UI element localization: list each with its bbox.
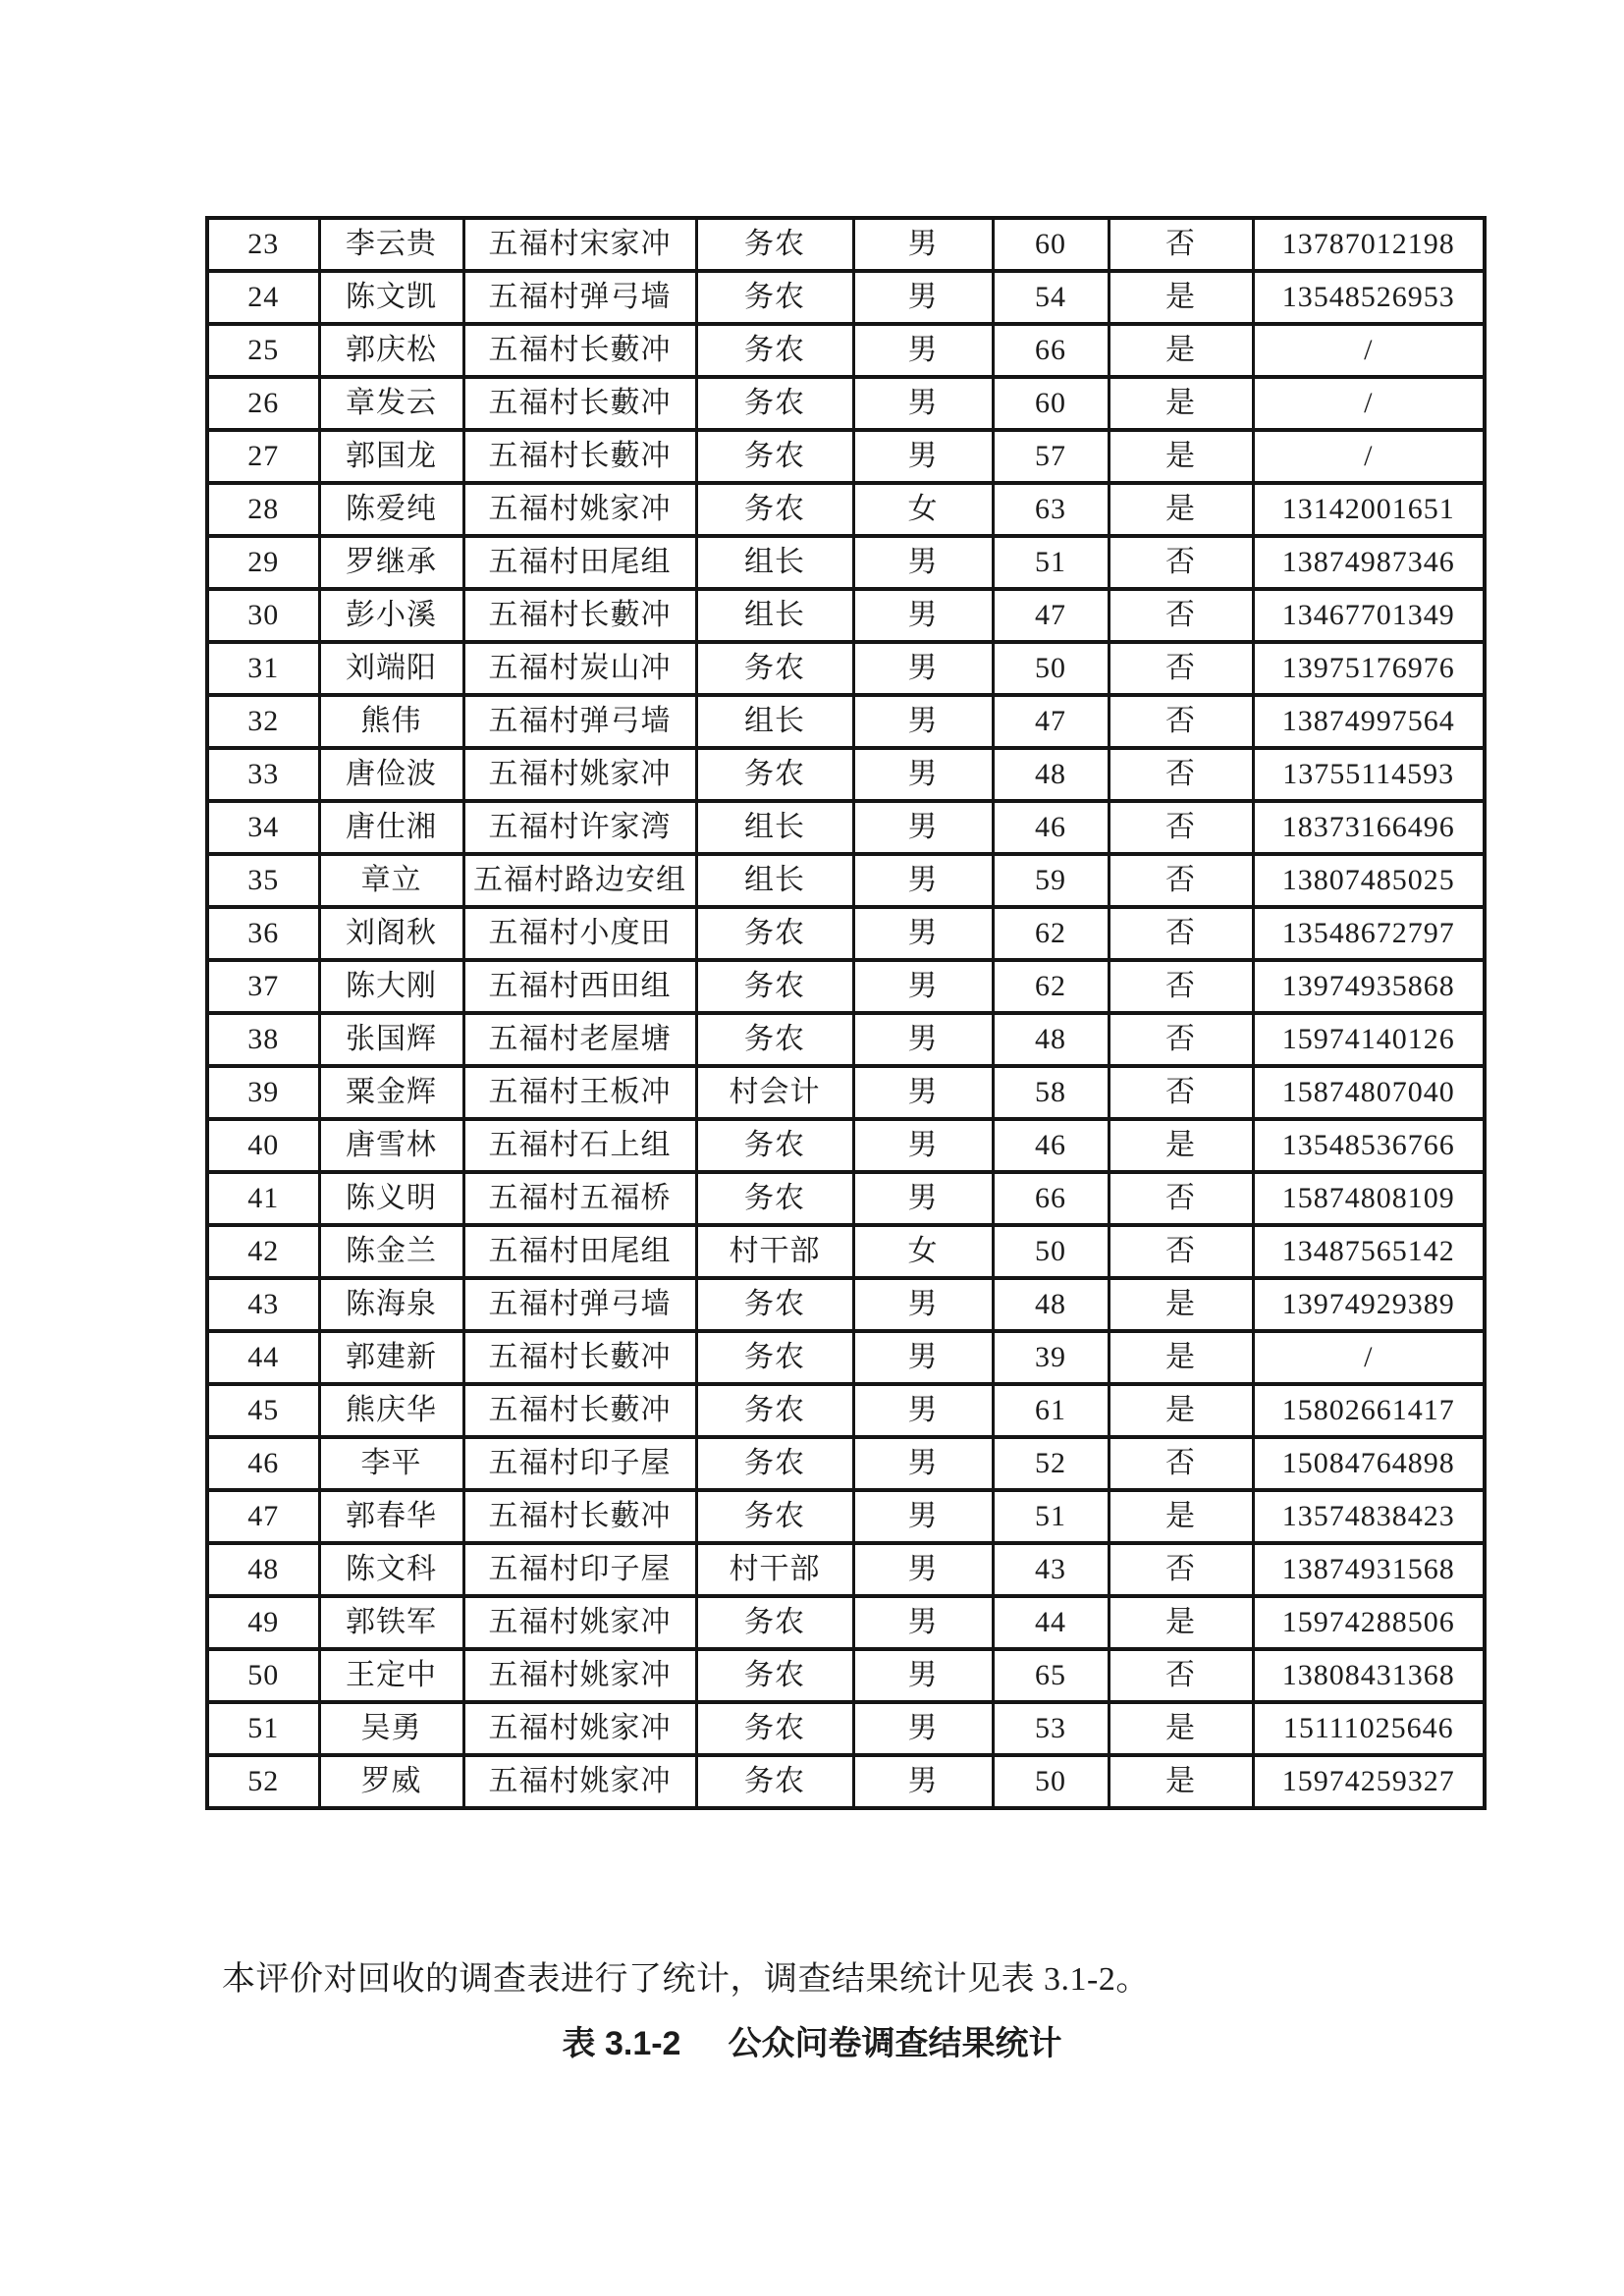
- cell-age: 66: [993, 1172, 1109, 1225]
- cell-age: 58: [993, 1066, 1109, 1119]
- cell-willingness: 否: [1109, 1013, 1253, 1066]
- cell-age: 47: [993, 589, 1109, 642]
- table-row: [207, 1384, 1485, 1437]
- cell-gender: 男: [853, 1384, 993, 1437]
- cell-index: 37: [207, 960, 319, 1013]
- cell-age: 46: [993, 1119, 1109, 1172]
- cell-index: 30: [207, 589, 319, 642]
- cell-index: 43: [207, 1278, 319, 1331]
- cell-gender: 女: [853, 483, 993, 536]
- table-row: [207, 430, 1485, 483]
- table-row: [207, 1490, 1485, 1543]
- cell-gender: 男: [853, 1331, 993, 1384]
- cell-address: 五福村许家湾: [463, 801, 696, 854]
- cell-age: 44: [993, 1596, 1109, 1649]
- cell-age: 62: [993, 960, 1109, 1013]
- cell-age: 51: [993, 536, 1109, 589]
- table-row: [207, 854, 1485, 907]
- cell-gender: 男: [853, 1119, 993, 1172]
- cell-name: 唐雪林: [319, 1119, 463, 1172]
- cell-address: 五福村炭山冲: [463, 642, 696, 695]
- cell-address: 五福村姚家冲: [463, 1596, 696, 1649]
- cell-gender: 男: [853, 695, 993, 748]
- cell-occupation: 组长: [696, 695, 853, 748]
- cell-phone: /: [1253, 430, 1485, 483]
- cell-phone: /: [1253, 1331, 1485, 1384]
- cell-address: 五福村印子屋: [463, 1437, 696, 1490]
- table-row: [207, 642, 1485, 695]
- cell-occupation: 务农: [696, 324, 853, 377]
- cell-phone: 15084764898: [1253, 1437, 1485, 1490]
- cell-age: 53: [993, 1702, 1109, 1755]
- cell-occupation: 务农: [696, 642, 853, 695]
- cell-phone: 18373166496: [1253, 801, 1485, 854]
- cell-willingness: 否: [1109, 695, 1253, 748]
- cell-phone: 13808431368: [1253, 1649, 1485, 1702]
- cell-index: 52: [207, 1755, 319, 1808]
- cell-willingness: 否: [1109, 907, 1253, 960]
- cell-phone: 13807485025: [1253, 854, 1485, 907]
- cell-phone: 13467701349: [1253, 589, 1485, 642]
- cell-gender: 男: [853, 748, 993, 801]
- cell-age: 50: [993, 1225, 1109, 1278]
- cell-willingness: 否: [1109, 1649, 1253, 1702]
- cell-gender: 男: [853, 1437, 993, 1490]
- cell-occupation: 村干部: [696, 1543, 853, 1596]
- table-row: [207, 695, 1485, 748]
- cell-age: 60: [993, 218, 1109, 271]
- cell-age: 66: [993, 324, 1109, 377]
- table-row: [207, 1331, 1485, 1384]
- cell-phone: 13874931568: [1253, 1543, 1485, 1596]
- cell-occupation: 务农: [696, 1649, 853, 1702]
- cell-address: 五福村长藪冲: [463, 1384, 696, 1437]
- cell-age: 52: [993, 1437, 1109, 1490]
- cell-index: 33: [207, 748, 319, 801]
- cell-index: 48: [207, 1543, 319, 1596]
- cell-address: 五福村长藪冲: [463, 377, 696, 430]
- cell-index: 40: [207, 1119, 319, 1172]
- cell-address: 五福村姚家冲: [463, 483, 696, 536]
- cell-age: 48: [993, 748, 1109, 801]
- cell-age: 54: [993, 271, 1109, 324]
- cell-age: 63: [993, 483, 1109, 536]
- cell-name: 郭春华: [319, 1490, 463, 1543]
- cell-willingness: 是: [1109, 271, 1253, 324]
- cell-age: 50: [993, 642, 1109, 695]
- cell-age: 39: [993, 1331, 1109, 1384]
- cell-occupation: 务农: [696, 1013, 853, 1066]
- cell-address: 五福村姚家冲: [463, 1702, 696, 1755]
- cell-occupation: 组长: [696, 536, 853, 589]
- cell-index: 29: [207, 536, 319, 589]
- cell-address: 五福村长藪冲: [463, 1490, 696, 1543]
- cell-gender: 男: [853, 218, 993, 271]
- cell-occupation: 务农: [696, 907, 853, 960]
- cell-willingness: 否: [1109, 589, 1253, 642]
- cell-name: 李云贵: [319, 218, 463, 271]
- statistics-paragraph: 本评价对回收的调查表进行了统计，调查结果统计见表 3.1-2。: [222, 1961, 1150, 1998]
- cell-age: 50: [993, 1755, 1109, 1808]
- cell-phone: 13487565142: [1253, 1225, 1485, 1278]
- cell-phone: 15874808109: [1253, 1172, 1485, 1225]
- cell-address: 五福村西田组: [463, 960, 696, 1013]
- cell-address: 五福村小度田: [463, 907, 696, 960]
- survey-table-body: [207, 218, 1485, 1808]
- table-row: [207, 1543, 1485, 1596]
- cell-willingness: 是: [1109, 1331, 1253, 1384]
- cell-name: 熊伟: [319, 695, 463, 748]
- cell-occupation: 务农: [696, 271, 853, 324]
- cell-gender: 男: [853, 430, 993, 483]
- cell-address: 五福村老屋塘: [463, 1013, 696, 1066]
- cell-willingness: 否: [1109, 801, 1253, 854]
- table-row: [207, 1013, 1485, 1066]
- cell-gender: 男: [853, 907, 993, 960]
- cell-occupation: 务农: [696, 1490, 853, 1543]
- cell-phone: 15974288506: [1253, 1596, 1485, 1649]
- cell-willingness: 否: [1109, 748, 1253, 801]
- cell-phone: 15974140126: [1253, 1013, 1485, 1066]
- cell-index: 50: [207, 1649, 319, 1702]
- cell-occupation: 务农: [696, 1331, 853, 1384]
- cell-willingness: 是: [1109, 1596, 1253, 1649]
- cell-occupation: 务农: [696, 1702, 853, 1755]
- cell-index: 41: [207, 1172, 319, 1225]
- cell-willingness: 否: [1109, 642, 1253, 695]
- cell-address: 五福村弹弓墙: [463, 1278, 696, 1331]
- cell-index: 31: [207, 642, 319, 695]
- cell-phone: 15111025646: [1253, 1702, 1485, 1755]
- cell-phone: 13548526953: [1253, 271, 1485, 324]
- cell-willingness: 是: [1109, 324, 1253, 377]
- cell-index: 32: [207, 695, 319, 748]
- cell-index: 49: [207, 1596, 319, 1649]
- cell-name: 陈文科: [319, 1543, 463, 1596]
- table-row: [207, 536, 1485, 589]
- cell-age: 43: [993, 1543, 1109, 1596]
- table-row: [207, 1596, 1485, 1649]
- cell-gender: 男: [853, 377, 993, 430]
- table-row: [207, 801, 1485, 854]
- cell-willingness: 是: [1109, 377, 1253, 430]
- table-row: [207, 218, 1485, 271]
- cell-age: 60: [993, 377, 1109, 430]
- cell-gender: 男: [853, 642, 993, 695]
- cell-occupation: 务农: [696, 748, 853, 801]
- cell-gender: 男: [853, 1490, 993, 1543]
- cell-gender: 男: [853, 589, 993, 642]
- cell-willingness: 是: [1109, 1119, 1253, 1172]
- cell-phone: 13974929389: [1253, 1278, 1485, 1331]
- cell-name: 陈大刚: [319, 960, 463, 1013]
- cell-name: 吴勇: [319, 1702, 463, 1755]
- cell-occupation: 务农: [696, 1596, 853, 1649]
- cell-index: 47: [207, 1490, 319, 1543]
- cell-age: 57: [993, 430, 1109, 483]
- cell-occupation: 村会计: [696, 1066, 853, 1119]
- cell-gender: 男: [853, 324, 993, 377]
- cell-willingness: 否: [1109, 1066, 1253, 1119]
- cell-gender: 男: [853, 1702, 993, 1755]
- cell-index: 28: [207, 483, 319, 536]
- table-row: [207, 377, 1485, 430]
- cell-age: 51: [993, 1490, 1109, 1543]
- cell-index: 44: [207, 1331, 319, 1384]
- cell-willingness: 否: [1109, 960, 1253, 1013]
- table-row: [207, 1066, 1485, 1119]
- cell-gender: 男: [853, 1596, 993, 1649]
- table-caption-title: 公众问卷调查结果统计: [728, 2025, 1062, 2062]
- cell-occupation: 组长: [696, 801, 853, 854]
- cell-address: 五福村弹弓墙: [463, 271, 696, 324]
- cell-phone: 13142001651: [1253, 483, 1485, 536]
- cell-address: 五福村宋家冲: [463, 218, 696, 271]
- cell-name: 罗继承: [319, 536, 463, 589]
- cell-occupation: 务农: [696, 1437, 853, 1490]
- table-caption-label: 表 3.1-2: [562, 2025, 681, 2062]
- table-row: [207, 589, 1485, 642]
- cell-address: 五福村田尾组: [463, 1225, 696, 1278]
- cell-phone: 13548536766: [1253, 1119, 1485, 1172]
- cell-phone: /: [1253, 377, 1485, 430]
- cell-name: 郭建新: [319, 1331, 463, 1384]
- cell-name: 王定中: [319, 1649, 463, 1702]
- cell-index: 42: [207, 1225, 319, 1278]
- cell-occupation: 务农: [696, 430, 853, 483]
- table-row: [207, 960, 1485, 1013]
- cell-willingness: 是: [1109, 1702, 1253, 1755]
- cell-name: 熊庆华: [319, 1384, 463, 1437]
- cell-index: 26: [207, 377, 319, 430]
- cell-phone: 15802661417: [1253, 1384, 1485, 1437]
- cell-address: 五福村长藪冲: [463, 430, 696, 483]
- cell-willingness: 是: [1109, 430, 1253, 483]
- cell-willingness: 否: [1109, 1437, 1253, 1490]
- cell-phone: /: [1253, 324, 1485, 377]
- table-row: [207, 1437, 1485, 1490]
- cell-phone: 13755114593: [1253, 748, 1485, 801]
- cell-index: 23: [207, 218, 319, 271]
- cell-address: 五福村王板冲: [463, 1066, 696, 1119]
- table-caption: [0, 2024, 1624, 2064]
- cell-name: 陈爱纯: [319, 483, 463, 536]
- cell-phone: 13787012198: [1253, 218, 1485, 271]
- cell-name: 刘阁秋: [319, 907, 463, 960]
- table-row: [207, 1172, 1485, 1225]
- cell-address: 五福村五福桥: [463, 1172, 696, 1225]
- cell-phone: 15874807040: [1253, 1066, 1485, 1119]
- cell-occupation: 组长: [696, 854, 853, 907]
- cell-gender: 男: [853, 536, 993, 589]
- cell-name: 陈金兰: [319, 1225, 463, 1278]
- cell-name: 唐仕湘: [319, 801, 463, 854]
- cell-gender: 男: [853, 960, 993, 1013]
- cell-occupation: 务农: [696, 1119, 853, 1172]
- table-row: [207, 271, 1485, 324]
- cell-phone: 13548672797: [1253, 907, 1485, 960]
- cell-occupation: 务农: [696, 1172, 853, 1225]
- cell-phone: 13574838423: [1253, 1490, 1485, 1543]
- table-row: [207, 1119, 1485, 1172]
- cell-name: 刘端阳: [319, 642, 463, 695]
- cell-willingness: 否: [1109, 1172, 1253, 1225]
- cell-address: 五福村姚家冲: [463, 1755, 696, 1808]
- cell-index: 24: [207, 271, 319, 324]
- cell-gender: 男: [853, 801, 993, 854]
- cell-gender: 男: [853, 1649, 993, 1702]
- cell-name: 张国辉: [319, 1013, 463, 1066]
- cell-age: 48: [993, 1278, 1109, 1331]
- cell-phone: 13975176976: [1253, 642, 1485, 695]
- cell-willingness: 是: [1109, 1490, 1253, 1543]
- cell-name: 陈海泉: [319, 1278, 463, 1331]
- cell-index: 39: [207, 1066, 319, 1119]
- cell-address: 五福村石上组: [463, 1119, 696, 1172]
- cell-occupation: 组长: [696, 589, 853, 642]
- cell-name: 李平: [319, 1437, 463, 1490]
- cell-address: 五福村田尾组: [463, 536, 696, 589]
- cell-gender: 男: [853, 1066, 993, 1119]
- survey-respondent-table: [205, 216, 1487, 1810]
- cell-willingness: 否: [1109, 1225, 1253, 1278]
- table-row: [207, 483, 1485, 536]
- cell-address: 五福村长藪冲: [463, 589, 696, 642]
- cell-gender: 男: [853, 1278, 993, 1331]
- table-row: [207, 324, 1485, 377]
- cell-index: 25: [207, 324, 319, 377]
- cell-occupation: 务农: [696, 1755, 853, 1808]
- cell-age: 65: [993, 1649, 1109, 1702]
- cell-occupation: 务农: [696, 1278, 853, 1331]
- cell-address: 五福村姚家冲: [463, 1649, 696, 1702]
- cell-name: 章立: [319, 854, 463, 907]
- table-row: [207, 1225, 1485, 1278]
- cell-index: 51: [207, 1702, 319, 1755]
- cell-gender: 男: [853, 271, 993, 324]
- cell-gender: 男: [853, 1013, 993, 1066]
- cell-occupation: 务农: [696, 1384, 853, 1437]
- cell-phone: 13874997564: [1253, 695, 1485, 748]
- cell-willingness: 是: [1109, 483, 1253, 536]
- cell-name: 陈文凯: [319, 271, 463, 324]
- cell-willingness: 否: [1109, 536, 1253, 589]
- cell-occupation: 村干部: [696, 1225, 853, 1278]
- cell-willingness: 否: [1109, 218, 1253, 271]
- cell-index: 36: [207, 907, 319, 960]
- cell-name: 郭庆松: [319, 324, 463, 377]
- cell-phone: 13874987346: [1253, 536, 1485, 589]
- cell-gender: 男: [853, 1543, 993, 1596]
- cell-name: 唐俭波: [319, 748, 463, 801]
- cell-name: 郭国龙: [319, 430, 463, 483]
- table-row: [207, 748, 1485, 801]
- cell-age: 47: [993, 695, 1109, 748]
- cell-age: 61: [993, 1384, 1109, 1437]
- table-row: [207, 1278, 1485, 1331]
- cell-willingness: 否: [1109, 1543, 1253, 1596]
- cell-age: 48: [993, 1013, 1109, 1066]
- cell-address: 五福村路边安组: [463, 854, 696, 907]
- cell-name: 罗威: [319, 1755, 463, 1808]
- cell-index: 38: [207, 1013, 319, 1066]
- cell-willingness: 是: [1109, 1755, 1253, 1808]
- cell-address: 五福村长藪冲: [463, 1331, 696, 1384]
- cell-occupation: 务农: [696, 218, 853, 271]
- cell-willingness: 否: [1109, 854, 1253, 907]
- table-row: [207, 907, 1485, 960]
- cell-gender: 女: [853, 1225, 993, 1278]
- cell-phone: 13974935868: [1253, 960, 1485, 1013]
- cell-index: 35: [207, 854, 319, 907]
- cell-index: 45: [207, 1384, 319, 1437]
- cell-index: 34: [207, 801, 319, 854]
- cell-occupation: 务农: [696, 377, 853, 430]
- cell-name: 粟金辉: [319, 1066, 463, 1119]
- cell-gender: 男: [853, 1755, 993, 1808]
- cell-occupation: 务农: [696, 483, 853, 536]
- cell-age: 46: [993, 801, 1109, 854]
- cell-address: 五福村印子屋: [463, 1543, 696, 1596]
- cell-index: 27: [207, 430, 319, 483]
- cell-gender: 男: [853, 1172, 993, 1225]
- cell-willingness: 是: [1109, 1384, 1253, 1437]
- table-row: [207, 1755, 1485, 1808]
- cell-age: 62: [993, 907, 1109, 960]
- cell-occupation: 务农: [696, 960, 853, 1013]
- cell-address: 五福村弹弓墙: [463, 695, 696, 748]
- cell-name: 章发云: [319, 377, 463, 430]
- table-row: [207, 1649, 1485, 1702]
- cell-age: 59: [993, 854, 1109, 907]
- cell-address: 五福村姚家冲: [463, 748, 696, 801]
- cell-phone: 15974259327: [1253, 1755, 1485, 1808]
- cell-name: 郭铁军: [319, 1596, 463, 1649]
- cell-index: 46: [207, 1437, 319, 1490]
- cell-address: 五福村长藪冲: [463, 324, 696, 377]
- cell-name: 彭小溪: [319, 589, 463, 642]
- cell-willingness: 是: [1109, 1278, 1253, 1331]
- cell-name: 陈义明: [319, 1172, 463, 1225]
- cell-gender: 男: [853, 854, 993, 907]
- table-row: [207, 1702, 1485, 1755]
